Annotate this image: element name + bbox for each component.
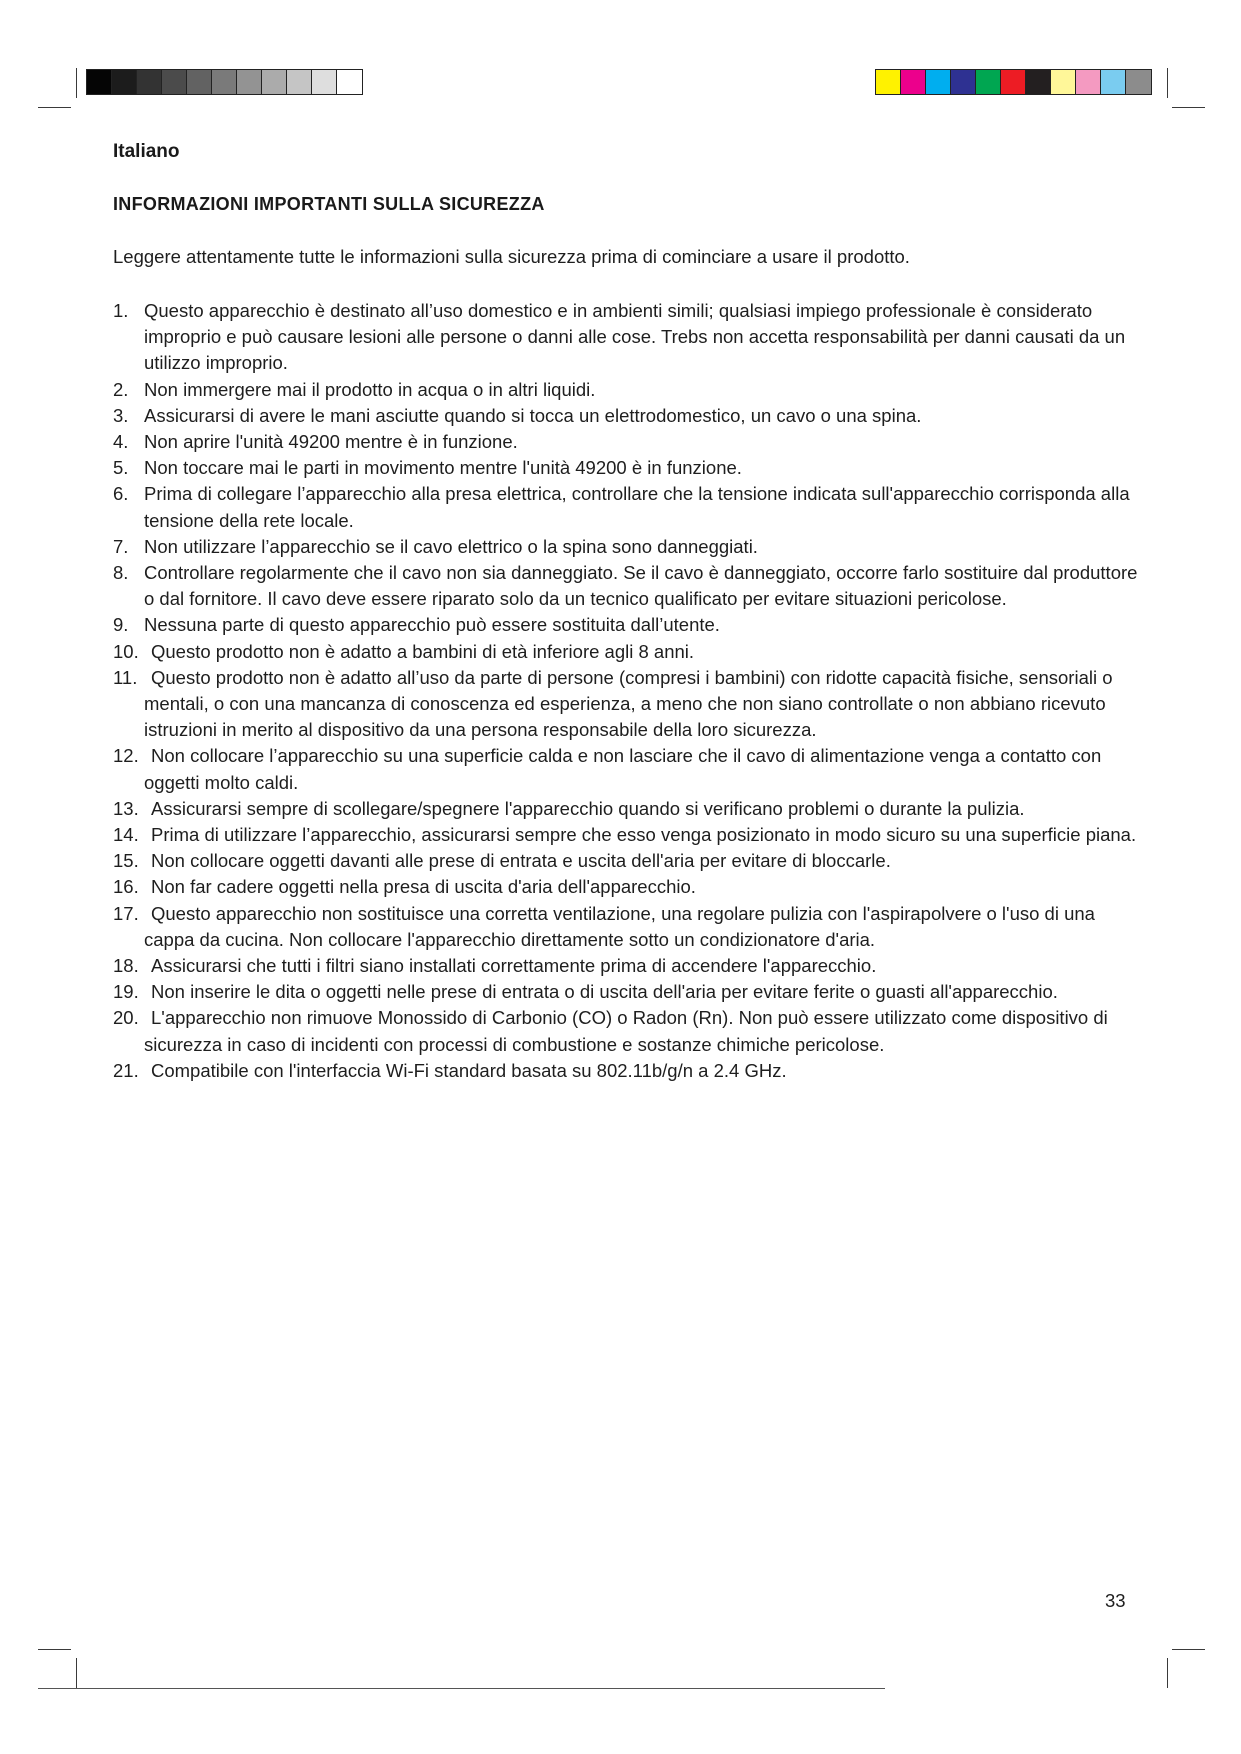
color-swatch bbox=[901, 70, 926, 94]
list-item-text: Non inserire le dita o oggetti nelle prese di entrata o di uscita dell'aria per evitare ferite o guasti all'apparecchio. bbox=[151, 981, 1058, 1003]
gray-swatch bbox=[162, 70, 187, 94]
list-item-number: 4. bbox=[113, 431, 129, 453]
list-item-number: 10. bbox=[113, 640, 139, 662]
list-item-text: Non collocare oggetti davanti alle prese di entrata e uscita dell'aria per evitare di bloccarle. bbox=[151, 850, 891, 872]
list-item bbox=[113, 612, 1143, 638]
list-item-text: Non collocare l’apparecchio su una superficie calda e non lasciare che il cavo di alimentazione venga a contatto con oggetti molto caldi. bbox=[144, 745, 1102, 793]
list-item-number: 20. bbox=[113, 1007, 139, 1029]
color-swatch bbox=[1126, 70, 1151, 94]
color-swatch bbox=[1076, 70, 1101, 94]
crop-mark-top-right-v bbox=[1167, 68, 1168, 98]
list-item-text: Questo apparecchio non sostituisce una corretta ventilazione, una regolare pulizia con l'aspirapolvere o l'uso di una cappa da cucina. Non collocare l'apparecchio direttamente sotto un condizionatore d'aria. bbox=[144, 902, 1095, 950]
list-item bbox=[113, 560, 1143, 612]
list-item-text: Prima di utilizzare l’apparecchio, assicurarsi sempre che esso venga posizionato in modo sicuro su una superficie piana. bbox=[151, 824, 1137, 846]
list-item-text: Non utilizzare l’apparecchio se il cavo elettrico o la spina sono danneggiati. bbox=[144, 535, 758, 557]
list-item bbox=[113, 403, 1143, 429]
list-item-number: 18. bbox=[113, 955, 139, 977]
list-item bbox=[113, 796, 1143, 822]
list-item bbox=[113, 848, 1143, 874]
list-item bbox=[113, 1058, 1143, 1084]
list-item-number: 6. bbox=[113, 483, 129, 505]
list-item bbox=[113, 429, 1143, 455]
list-item-text: Prima di collegare l’apparecchio alla presa elettrica, controllare che la tensione indicata sull'apparecchio corrisponda alla tensione della rete locale. bbox=[144, 483, 1130, 531]
crop-mark-top-left-v bbox=[76, 68, 77, 98]
gray-swatch bbox=[237, 70, 262, 94]
page-number: 33 bbox=[1105, 1590, 1126, 1611]
list-item bbox=[113, 534, 1143, 560]
gray-swatch bbox=[187, 70, 212, 94]
bottom-rule bbox=[38, 1688, 885, 1689]
list-item-number: 7. bbox=[113, 535, 129, 557]
color-swatch bbox=[1101, 70, 1126, 94]
intro-paragraph: Leggere attentamente tutte le informazioni sulla sicurezza prima di cominciare a usare il prodotto. bbox=[113, 246, 910, 267]
list-item-text: Questo apparecchio è destinato all’uso domestico e in ambienti simili; qualsiasi impiego professionale è considerato improprio e può causare lesioni alle persone o danni alle cose. Trebs non accetta responsabilità per danni causati da un utilizzo improprio. bbox=[144, 300, 1126, 374]
list-item-text: Questo prodotto non è adatto a bambini di età inferiore agli 8 anni. bbox=[151, 640, 695, 662]
list-item-text: Questo prodotto non è adatto all’uso da parte di persone (compresi i bambini) con ridotte capacità fisiche, sensoriali o mentali, o con una mancanza di conoscenza ed esperienza, a meno che non siano controllate o non abbiano ricevuto istruzioni in merito al dispositivo da una persona responsabile della loro sicurezza. bbox=[144, 666, 1113, 741]
list-item-number: 3. bbox=[113, 404, 129, 426]
color-swatch bbox=[1051, 70, 1076, 94]
gray-swatch bbox=[337, 70, 362, 94]
list-item-number: 1. bbox=[113, 300, 129, 321]
list-item bbox=[113, 979, 1143, 1005]
list-item-number: 8. bbox=[113, 562, 129, 584]
color-calibration-bar bbox=[875, 69, 1152, 95]
crop-mark-top-right-h bbox=[1172, 107, 1205, 108]
list-item-text: Nessuna parte di questo apparecchio può essere sostituita dall’utente. bbox=[144, 614, 720, 636]
safety-instructions-list bbox=[113, 298, 1143, 1084]
list-item bbox=[113, 665, 1143, 744]
gray-swatch bbox=[287, 70, 312, 94]
list-item-text: Non aprire l'unità 49200 mentre è in funzione. bbox=[144, 431, 518, 453]
list-item-number: 19. bbox=[113, 981, 139, 1003]
list-item-text: Assicurarsi che tutti i filtri siano installati correttamente prima di accendere l'apparecchio. bbox=[151, 955, 877, 977]
list-item-number: 21. bbox=[113, 1059, 139, 1081]
color-swatch bbox=[1026, 70, 1051, 94]
color-swatch bbox=[1001, 70, 1026, 94]
section-heading: INFORMAZIONI IMPORTANTI SULLA SICUREZZA bbox=[113, 194, 545, 214]
list-item bbox=[113, 455, 1143, 481]
color-swatch bbox=[926, 70, 951, 94]
list-item bbox=[113, 822, 1143, 848]
list-item-text: Controllare regolarmente che il cavo non sia danneggiato. Se il cavo è danneggiato, occorre farlo sostituire dal produttore o dal fornitore. Il cavo deve essere riparato solo da un tecnico qualificato per evitare situazioni pericolose. bbox=[144, 562, 1138, 610]
list-item-text: L'apparecchio non rimuove Monossido di Carbonio (CO) o Radon (Rn). Non può essere utilizzato come dispositivo di sicurezza in caso di incidenti con processi di combustione e sostanze chimiche pericolose. bbox=[144, 1007, 1108, 1055]
list-item-number: 5. bbox=[113, 457, 129, 479]
grayscale-calibration-bar bbox=[86, 69, 363, 95]
list-item bbox=[113, 298, 1143, 377]
list-item-number: 11. bbox=[113, 666, 138, 688]
list-item-text: Compatibile con l'interfaccia Wi-Fi standard basata su 802.11b/g/n a 2.4 GHz. bbox=[151, 1059, 787, 1081]
color-swatch bbox=[976, 70, 1001, 94]
list-item bbox=[113, 901, 1143, 953]
gray-swatch bbox=[312, 70, 337, 94]
gray-swatch bbox=[112, 70, 137, 94]
color-swatch bbox=[876, 70, 901, 94]
list-item bbox=[113, 874, 1143, 900]
list-item bbox=[113, 639, 1143, 665]
gray-swatch bbox=[262, 70, 287, 94]
list-item-number: 15. bbox=[113, 850, 139, 872]
crop-mark-bottom-right-h bbox=[1172, 1649, 1205, 1650]
list-item bbox=[113, 377, 1143, 403]
crop-mark-bottom-left-v bbox=[76, 1658, 77, 1688]
list-item-text: Non far cadere oggetti nella presa di uscita d'aria dell'apparecchio. bbox=[151, 876, 696, 898]
language-label: Italiano bbox=[113, 141, 180, 162]
list-item bbox=[113, 1005, 1143, 1057]
list-item-number: 13. bbox=[113, 797, 139, 819]
list-item bbox=[113, 953, 1143, 979]
list-item bbox=[113, 743, 1143, 795]
list-item-text: Assicurarsi di avere le mani asciutte quando si tocca un elettrodomestico, un cavo o una spina. bbox=[144, 404, 922, 426]
crop-mark-bottom-left-h bbox=[38, 1649, 71, 1650]
list-item-number: 9. bbox=[113, 614, 129, 636]
list-item-text: Non immergere mai il prodotto in acqua o in altri liquidi. bbox=[144, 378, 596, 400]
crop-mark-bottom-right-v bbox=[1167, 1658, 1168, 1688]
list-item-text: Assicurarsi sempre di scollegare/spegnere l'apparecchio quando si verificano problemi o durante la pulizia. bbox=[151, 797, 1025, 819]
list-item-number: 14. bbox=[113, 824, 139, 846]
list-item bbox=[113, 481, 1143, 533]
list-item-number: 16. bbox=[113, 876, 139, 898]
list-item-number: 2. bbox=[113, 378, 129, 400]
list-item-number: 17. bbox=[113, 902, 139, 924]
list-item-number: 12. bbox=[113, 745, 139, 767]
gray-swatch bbox=[87, 70, 112, 94]
gray-swatch bbox=[137, 70, 162, 94]
gray-swatch bbox=[212, 70, 237, 94]
list-item-text: Non toccare mai le parti in movimento mentre l'unità 49200 è in funzione. bbox=[144, 457, 742, 479]
crop-mark-top-left-h bbox=[38, 107, 71, 108]
color-swatch bbox=[951, 70, 976, 94]
